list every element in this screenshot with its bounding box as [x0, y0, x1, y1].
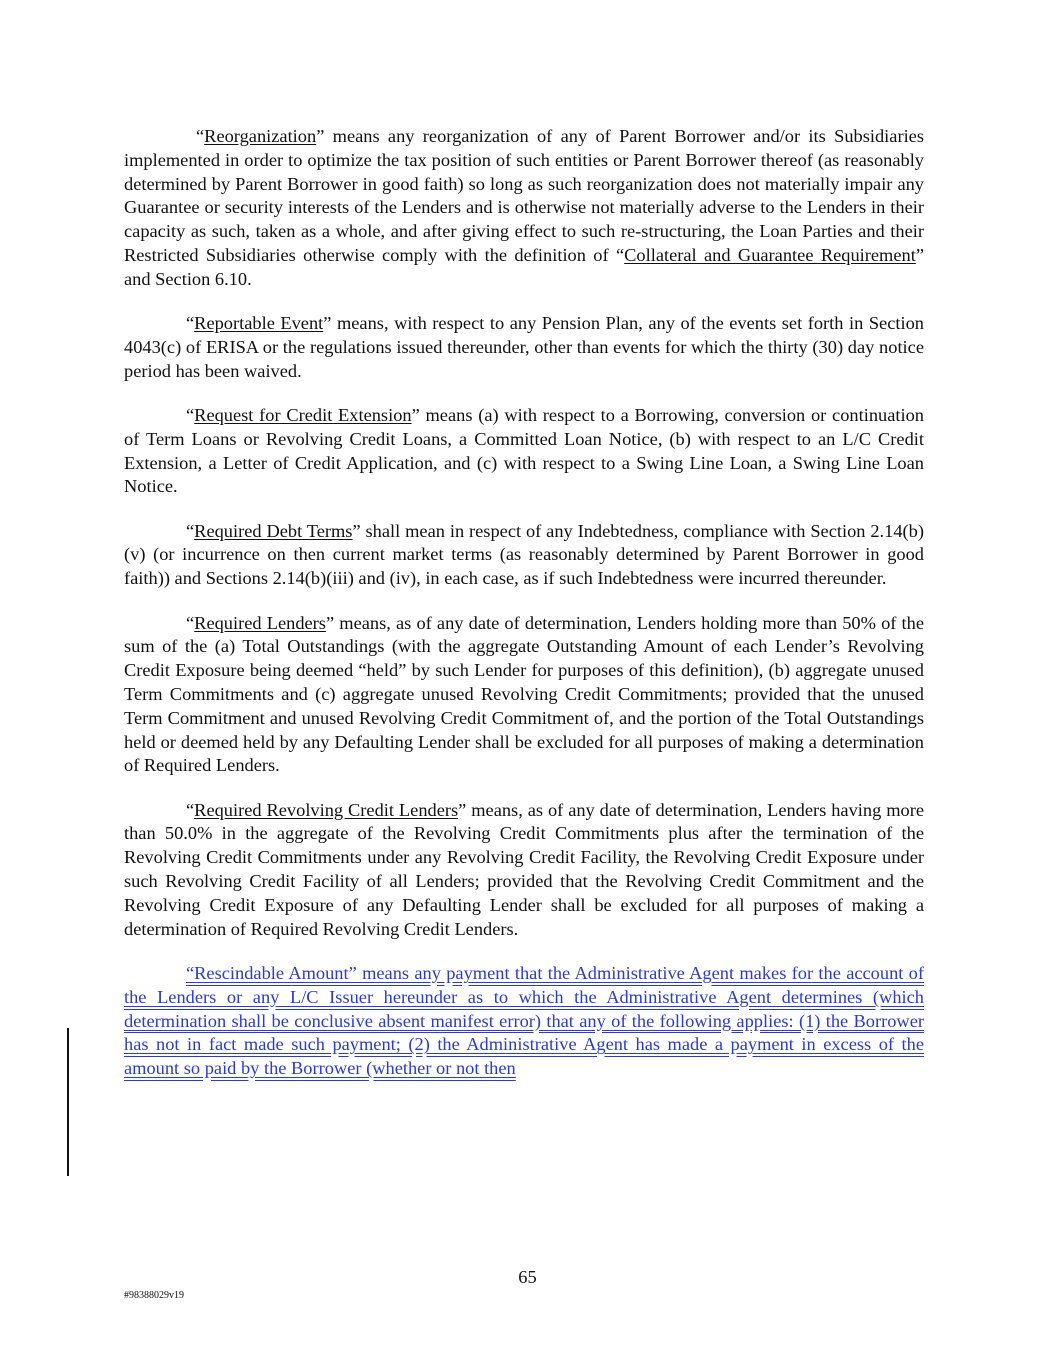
- definition-required-lenders: “Required Lenders” means, as of any date of determination, Lenders holding more than 50% of the sum of the (a) Total Outstandings (with the aggregate Outstanding Amount of each Lender’s Revolving Credit Exposure being deemed “held” by such Lender for purposes of this definition), (b) aggregate unused Term Commitments and (c) aggregate unused Revolving Credit Commitments; provided that the unused Term Commitment and unused Revolving Credit Commitment of, and the portion of the Total Outstandings held or deemed held by any Defaulting Lender shall be excluded for all purposes of making a determination of Required Lenders.: [124, 612, 924, 776]
- definition-required-revolving-credit-lenders: “Required Revolving Credit Lenders” means, as of any date of determination, Lenders having more than 50.0% in the aggregate of the Revolving Credit Commitments plus after the termination of the Revolving Credit Commitments under any Revolving Credit Facility, the Revolving Credit Exposure under such Revolving Credit Facility of all Lenders; provided that the Revolving Credit Commitment and the Revolving Credit Exposure of any Defaulting Lender shall be excluded for all purposes of making a determination of Required Revolving Credit Lenders.: [124, 799, 924, 939]
- definition-text-tail: ” and Section 6.10.: [124, 244, 924, 289]
- definition-text: ” shall mean in respect of any Indebtedness, compliance with Section 2.14(b)(v) (or incurrence on then current market terms (as reasonably determined by Parent Borrower in good faith)) and Sections 2.14(b)(iii) and (iv), in each case, as if such Indebtedness were incurred thereunder.: [124, 520, 924, 589]
- defined-term: Request for Credit Extension: [194, 404, 412, 425]
- defined-term: Required Revolving Credit Lenders: [194, 799, 459, 820]
- defined-term: Required Debt Terms: [194, 520, 353, 541]
- definition-text: ” means, as of any date of determination, Lenders holding more than 50% of the sum of the (a) Total Outstandings (with the aggregate Outstanding Amount of each Lender’s Revolving Credit Exposure being deemed “held” by such Lender for purposes of this definition), (b) aggregate unused Term Commitments and (c) aggregate unused Revolving Credit Commitments; provided that the unused Term Commitment and unused Revolving Credit Commitment of, and the portion of the Total Outstandings held or deemed held by any Defaulting Lender shall be excluded for all purposes of making a determination of Required Lenders.: [124, 612, 924, 776]
- page-number: 65: [518, 1267, 537, 1287]
- definition-reportable-event: “Reportable Event” means, with respect to any Pension Plan, any of the events set forth in Section 4043(c) of ERISA or the regulations issued thereunder, other than events for which the thirty (30) day notice period has been waived.: [124, 313, 924, 381]
- revision-change-bar: [67, 1028, 69, 1176]
- definition-required-debt-terms: “Required Debt Terms” shall mean in respect of any Indebtedness, compliance with Section 2.14(b)(v) (or incurrence on then current market terms (as reasonably determined by Parent Borrower in good faith)) and Sections 2.14(b)(iii) and (iv), in each case, as if such Indebtedness were incurred thereunder.: [124, 520, 924, 589]
- definition-request-for-credit-extension: “Request for Credit Extension” means (a) with respect to a Borrowing, conversion or continuation of Term Loans or Revolving Credit Loans, a Committed Loan Notice, (b) with respect to an L/C Credit Extension, a Letter of Credit Application, and (c) with respect to a Swing Line Loan, a Swing Line Loan Notice.: [124, 404, 924, 497]
- definition-text: ” means, as of any date of determination, Lenders having more than 50.0% in the aggregate of the Revolving Credit Commitments plus after the termination of the Revolving Credit Commitments under any Revolving Credit Facility, the Revolving Credit Exposure under such Revolving Credit Facility of all Lenders; provided that the Revolving Credit Commitment and the Revolving Credit Exposure of any Defaulting Lender shall be excluded for all purposes of making a determination of Required Revolving Credit Lenders.: [124, 799, 924, 939]
- document-id: #98388029v19: [124, 1290, 184, 1301]
- defined-term: Reorganization: [204, 126, 317, 146]
- defined-term: Required Lenders: [194, 612, 326, 633]
- page-body: [124, 125, 924, 1101]
- definition-text: ” means (a) with respect to a Borrowing, conversion or continuation of Term Loans or Revolving Credit Loans, a Committed Loan Notice, (b) with respect to an L/C Credit Extension, a Letter of Credit Application, and (c) with respect to a Swing Line Loan, a Swing Line Loan Notice.: [124, 404, 924, 497]
- definition-text: ” means any reorganization of any of Parent Borrower and/or its Subsidiaries implemented in order to optimize the tax position of such entities or Parent Borrower thereof (as reasonably determined by Parent Borrower in good faith) so long as such reorganization does not materially impair any Guarantee or security interests of the Lenders and is otherwise not materially adverse to the Lenders in their capacity as such, taken as a whole, and after giving effect to such re-structuring, the Loan Parties and their Restricted Subsidiaries otherwise comply with the definition of “: [124, 126, 924, 265]
- definition-rescindable-amount-inserted: [124, 962, 924, 1081]
- definition-reorganization: “Reorganization” means any reorganization of any of Parent Borrower and/or its Subsidiaries implemented in order to optimize the tax position of such entities or Parent Borrower thereof (as reasonably determined by Parent Borrower in good faith) so long as such reorganization does not materially impair any Guarantee or security interests of the Lenders and is otherwise not materially adverse to the Lenders in their capacity as such, taken as a whole, and after giving effect to such re-structuring, the Loan Parties and their Restricted Subsidiaries otherwise comply with the definition of “Collateral and Guarantee Requirement” and Section 6.10.: [124, 126, 924, 289]
- inserted-text: “Rescindable Amount” means any payment that the Administrative Agent makes for the account of the Lenders or any L/C Issuer hereunder as to which the Administrative Agent determines (which determination shall be conclusive absent manifest error) that any of the following applies: (1) the Borrower has not in fact made such payment; (2) the Administrative Agent has made a payment in excess of the amount so paid by the Borrower (whether or not then: [124, 962, 924, 1079]
- defined-term: Reportable Event: [194, 313, 324, 334]
- cross-reference-term: Collateral and Guarantee Requirement: [624, 244, 916, 265]
- definition-text: ” means, with respect to any Pension Plan, any of the events set forth in Section 4043(c) of ERISA or the regulations issued thereunder, other than events for which the thirty (30) day notice period has been waived.: [124, 313, 924, 381]
